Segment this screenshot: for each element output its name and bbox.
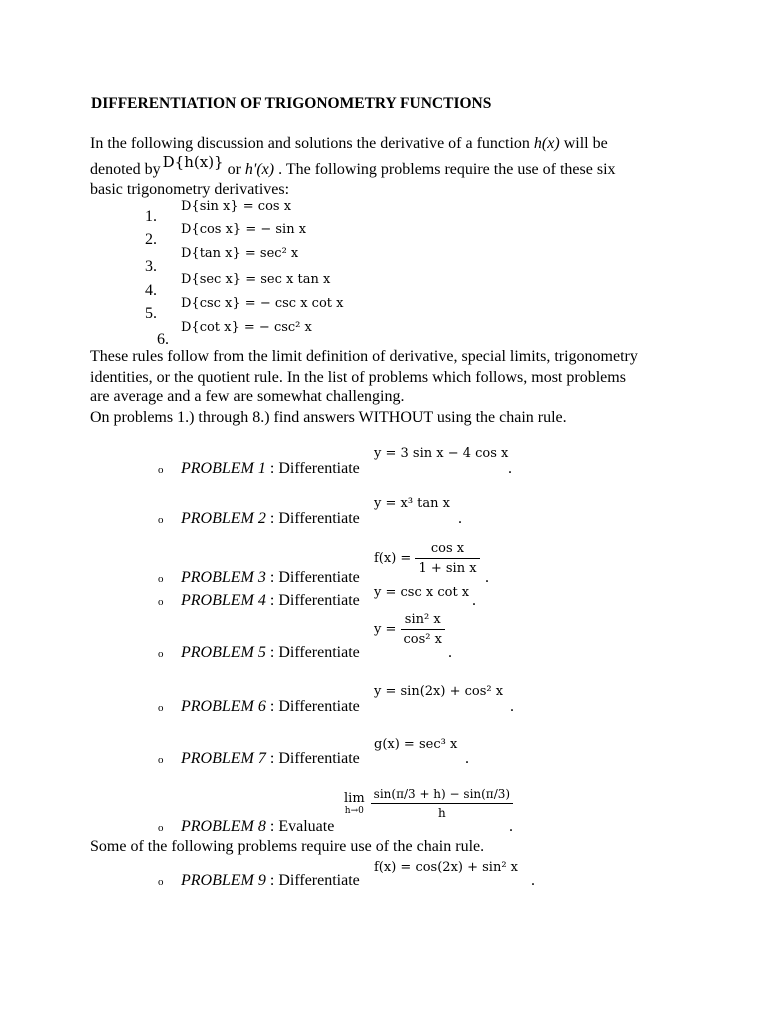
list-bullet: o — [158, 754, 164, 766]
list-bullet: o — [158, 514, 164, 526]
problem-label — [181, 460, 360, 478]
page-title: DIFFERENTIATION OF TRIGONOMETRY FUNCTIONS — [91, 95, 492, 112]
intro-text-a: In the following discussion and solutions the derivative of a function — [90, 135, 534, 152]
problem-verb: : Differentiate — [265, 569, 360, 586]
fraction — [415, 541, 479, 576]
rule-number: 1. — [145, 208, 157, 225]
problem-verb: : Differentiate — [265, 872, 360, 889]
problem-period: . — [465, 750, 469, 767]
intro-function-name: h(x) — [533, 135, 560, 152]
list-bullet: o — [158, 648, 164, 660]
problem-label — [181, 592, 360, 610]
problem-formula: y = csc x cot x — [374, 585, 470, 600]
rules-paragraph-line-2: identities, or the quotient rule. In the list of problems which follows, most problems — [90, 369, 626, 386]
problem-verb: : Differentiate — [265, 644, 360, 661]
problem-number: PROBLEM 9 — [181, 872, 266, 889]
problem-period: . — [448, 644, 452, 661]
problem-formula: y = x³ tan x — [374, 496, 450, 511]
rule-formula: D{tan x} = sec² x — [181, 246, 299, 261]
problem-number: PROBLEM 2 — [181, 510, 266, 527]
fraction-numerator: cos x — [430, 541, 465, 556]
rule-number: 6. — [157, 331, 169, 348]
fraction — [371, 787, 513, 820]
limit-word: lim — [344, 790, 365, 806]
rule-number: 5. — [145, 305, 157, 322]
formula-lhs: f(x) = — [374, 551, 412, 566]
problem-number: PROBLEM 5 — [181, 644, 266, 661]
problem-verb: : Differentiate — [265, 750, 360, 767]
problem-formula — [374, 541, 480, 576]
list-bullet: o — [158, 596, 164, 608]
problem-label — [181, 750, 360, 768]
or-text: or — [223, 161, 245, 178]
list-bullet: o — [158, 464, 164, 476]
intro-text-b: will be — [559, 135, 608, 152]
problem-label — [181, 818, 334, 836]
prime-notation: h'(x) — [244, 161, 275, 178]
intro-line-3: basic trigonometry derivatives: — [90, 181, 290, 198]
rule-formula: D{cot x} = − csc² x — [181, 320, 312, 335]
list-bullet: o — [158, 822, 164, 834]
limit-operator — [344, 792, 365, 816]
problem-period: . — [485, 569, 489, 586]
problem-number: PROBLEM 8 — [181, 818, 266, 835]
problem-formula: y = 3 sin x − 4 cos x — [374, 446, 509, 461]
problem-verb: : Differentiate — [265, 510, 360, 527]
fraction-denominator: 1 + sin x — [415, 558, 479, 576]
problem-period: . — [509, 818, 513, 835]
rule-formula: D{csc x} = − csc x cot x — [181, 296, 344, 311]
problem-verb: : Differentiate — [265, 460, 360, 477]
problem-verb: : Differentiate — [265, 592, 360, 609]
intro-line-2 — [90, 153, 616, 179]
rule-formula: D{sin x} = cos x — [181, 199, 292, 214]
problem-formula — [344, 787, 513, 820]
rule-formula: D{sec x} = sec x tan x — [181, 272, 331, 287]
problem-verb: : Evaluate — [265, 818, 335, 835]
problem-number: PROBLEM 6 — [181, 698, 266, 715]
fraction-numerator: sin(π/3 + h) − sin(π/3) — [373, 787, 511, 801]
problem-formula — [374, 612, 445, 647]
formula-lhs: y = — [374, 622, 397, 637]
derivative-notation-math: D{h(x)} — [162, 153, 224, 171]
problem-verb: : Differentiate — [265, 698, 360, 715]
problem-number: PROBLEM 1 — [181, 460, 266, 477]
problem-formula: f(x) = cos(2x) + sin² x — [374, 860, 519, 875]
chain-rule-note: Some of the following problems require use of the chain rule. — [90, 838, 485, 855]
problem-period: . — [472, 592, 476, 609]
rules-paragraph-line-3: are average and a few are somewhat challenging. — [90, 388, 405, 405]
problem-period: . — [458, 510, 462, 527]
limit-subscript: h→0 — [344, 805, 364, 816]
fraction-numerator: sin² x — [404, 612, 441, 627]
list-bullet: o — [158, 573, 164, 585]
denoted-by-text: denoted by — [90, 161, 161, 178]
problem-label — [181, 698, 360, 716]
problem-label — [181, 872, 360, 890]
rules-paragraph-line-1: These rules follow from the limit definition of derivative, special limits, trigonometry — [90, 348, 638, 365]
problem-period: . — [508, 460, 512, 477]
problem-label — [181, 644, 360, 662]
list-bullet: o — [158, 876, 164, 888]
rule-formula: D{cos x} = − sin x — [181, 222, 307, 237]
intro-line-1 — [90, 135, 608, 153]
problem-number: PROBLEM 4 — [181, 592, 266, 609]
fraction-denominator: cos² x — [401, 629, 445, 647]
problem-period: . — [531, 872, 535, 889]
fraction-denominator: h — [371, 803, 513, 820]
problem-formula: y = sin(2x) + cos² x — [374, 684, 504, 699]
chain-rule-instruction: On problems 1.) through 8.) find answers WITHOUT using the chain rule. — [90, 409, 567, 426]
rule-number: 3. — [145, 258, 157, 275]
rule-number: 2. — [145, 231, 157, 248]
problem-period: . — [510, 698, 514, 715]
problem-formula: g(x) = sec³ x — [374, 737, 458, 752]
fraction — [401, 612, 445, 647]
problem-number: PROBLEM 3 — [181, 569, 266, 586]
problem-number: PROBLEM 7 — [181, 750, 266, 767]
intro-text-c: . The following problems require the use of these six — [274, 161, 616, 178]
problem-label — [181, 569, 360, 587]
problem-label — [181, 510, 360, 528]
list-bullet: o — [158, 702, 164, 714]
rule-number: 4. — [145, 282, 157, 299]
